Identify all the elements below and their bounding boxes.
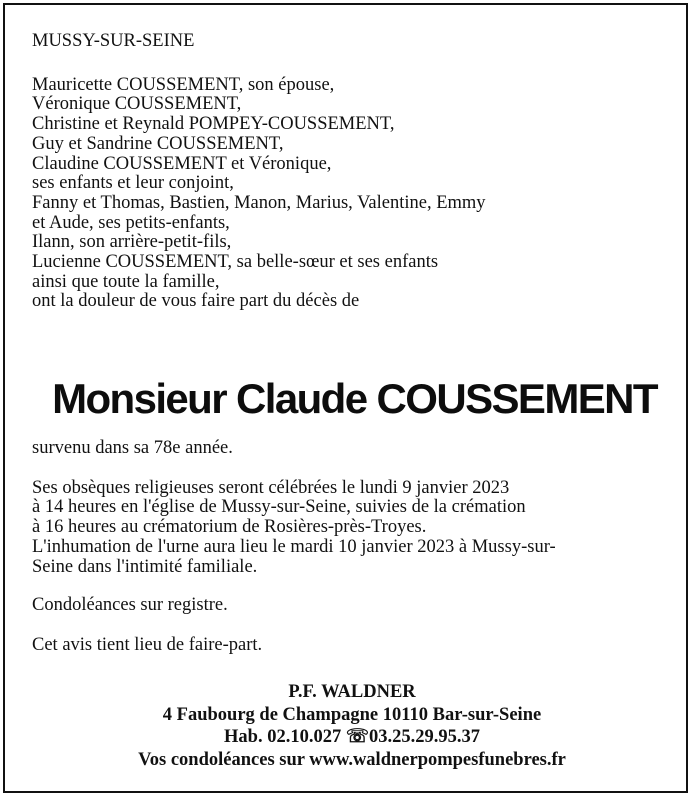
company-name: P.F. WALDNER bbox=[288, 682, 416, 702]
condolences-note: Condoléances sur registre. bbox=[32, 595, 228, 616]
family-line: Fanny et Thomas, Bastien, Manon, Marius, Valentine, Emmy bbox=[32, 192, 486, 213]
family-line: Guy et Sandrine COUSSEMENT, bbox=[32, 133, 284, 154]
ceremony-line: L'inhumation de l'urne aura lieu le mardi 10 janvier 2023 à Mussy-sur- bbox=[32, 536, 556, 557]
family-list bbox=[32, 76, 677, 312]
family-line: et Aude, ses petits-enfants, bbox=[32, 212, 230, 233]
ceremony-line: à 14 heures en l'église de Mussy-sur-Seine, suivies de la crémation bbox=[32, 497, 526, 518]
family-line: Véronique COUSSEMENT, bbox=[32, 94, 242, 115]
notice-note: Cet avis tient lieu de faire-part. bbox=[32, 634, 263, 655]
family-line: Claudine COUSSEMENT et Véronique, bbox=[32, 153, 332, 174]
age-line: survenu dans sa 78e année. bbox=[32, 438, 233, 458]
family-line: Christine et Reynald POMPEY-COUSSEMENT, bbox=[32, 114, 395, 135]
family-line: ont la douleur de vous faire part du décès de bbox=[32, 291, 360, 312]
phone-number: 03.25.29.95.37 bbox=[368, 727, 480, 747]
company-address: 4 Faubourg de Champagne 10110 Bar-sur-Seine bbox=[162, 704, 542, 725]
family-line: ainsi que toute la famille, bbox=[32, 271, 220, 292]
ceremony-line: Seine dans l'intimité familiale. bbox=[32, 556, 258, 577]
family-line: Ilann, son arrière-petit-fils, bbox=[32, 232, 232, 253]
notice-content bbox=[32, 31, 677, 770]
family-line: Mauricette COUSSEMENT, son épouse, bbox=[32, 74, 335, 95]
ceremony-line: Ses obsèques religieuses seront célébrées le lundi 9 janvier 2023 bbox=[32, 477, 510, 498]
town-heading: MUSSY-SUR-SEINE bbox=[32, 31, 195, 51]
obituary-notice bbox=[3, 3, 688, 793]
contact-line bbox=[32, 726, 672, 749]
deceased-name: Monsieur Claude COUSSEMENT bbox=[52, 375, 657, 422]
phone-icon: ☏ bbox=[345, 727, 369, 747]
website-line: Vos condoléances sur www.waldnerpompesfunebres.fr bbox=[138, 749, 566, 770]
family-line: Lucienne COUSSEMENT, sa belle-sœur et ses enfants bbox=[32, 252, 439, 273]
family-line: ses enfants et leur conjoint, bbox=[32, 173, 234, 194]
ceremony-line: à 16 heures au crématorium de Rosières-près-Troyes. bbox=[32, 517, 427, 538]
funeral-home-footer bbox=[32, 681, 672, 771]
hab-number: Hab. 02.10.027 bbox=[224, 727, 342, 747]
notice-details bbox=[32, 439, 677, 656]
